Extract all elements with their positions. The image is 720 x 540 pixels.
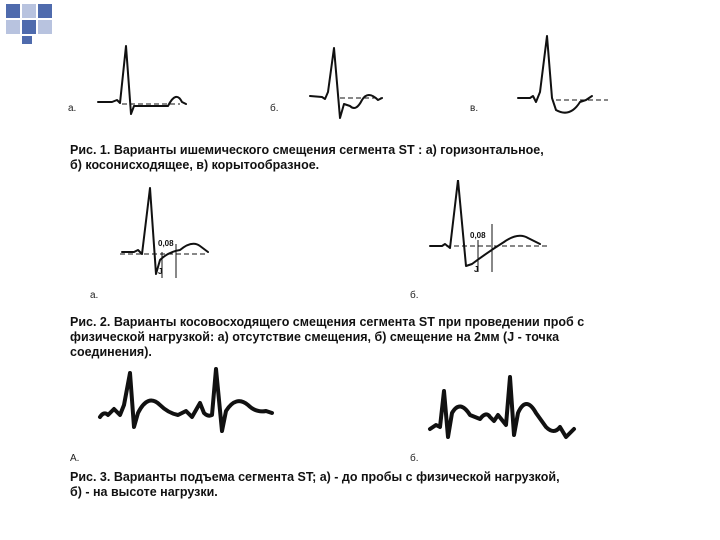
figure1-trace-a — [98, 46, 186, 114]
figure3-trace-a — [100, 369, 272, 431]
deco-square — [22, 4, 36, 18]
deco-square — [38, 4, 52, 18]
figure1-caption — [70, 143, 660, 173]
figure2-caption — [70, 315, 660, 360]
figure3-caption-line2: б) - на высоте нагрузки. — [70, 485, 218, 499]
deco-square — [22, 20, 36, 34]
figure2-trace-b — [430, 180, 550, 274]
figure2-a-value: 0,08 — [158, 239, 174, 248]
figure1-caption-line2: б) косонисходящее, в) корытообразное. — [70, 158, 320, 172]
figure1-caption-line1: Рис. 1. Варианты ишемического смещения сегмента ST : а) горизонтальное, — [70, 143, 544, 157]
figure2-b-j-mark: J — [474, 265, 479, 274]
figure3-label-b: б. — [410, 453, 419, 464]
figure1-ecg-traces — [60, 30, 620, 130]
figure2-caption-line1: Рис. 2. Варианты косовосходящего смещения сегмента ST при проведении проб с — [70, 315, 585, 329]
deco-square — [6, 20, 20, 34]
figure1-label-b: б. — [270, 103, 279, 114]
figure2-a-j-mark: J — [158, 267, 163, 276]
figure3-ecg-traces — [90, 365, 590, 455]
figure3-label-a: А. — [70, 453, 80, 464]
corner-decoration — [0, 0, 60, 45]
figure2-label-b: б. — [410, 290, 419, 301]
figure3-caption — [70, 470, 660, 500]
figure2-label-a: а. — [90, 290, 99, 301]
figure1-trace-b — [310, 48, 382, 118]
figure3-trace-b — [430, 377, 574, 437]
figure1-label-a: а. — [68, 103, 77, 114]
figure1-label-c: в. — [470, 103, 479, 114]
deco-square — [22, 36, 32, 44]
figure1-trace-c — [518, 36, 608, 113]
figure2-caption-line2: физической нагрузкой: а) отсутствие смещения, б) смещение на 2мм (J - точка — [70, 330, 560, 344]
figure2-b-value: 0,08 — [470, 231, 486, 240]
figure2-caption-line3: соединения). — [70, 345, 152, 359]
figure2-trace-a — [120, 188, 208, 278]
deco-square — [38, 20, 52, 34]
deco-square — [6, 4, 20, 18]
figure3-caption-line1: Рис. 3. Варианты подъема сегмента ST; а) - до пробы с физической нагрузкой, — [70, 470, 560, 484]
figure2-ecg-traces — [110, 180, 590, 285]
